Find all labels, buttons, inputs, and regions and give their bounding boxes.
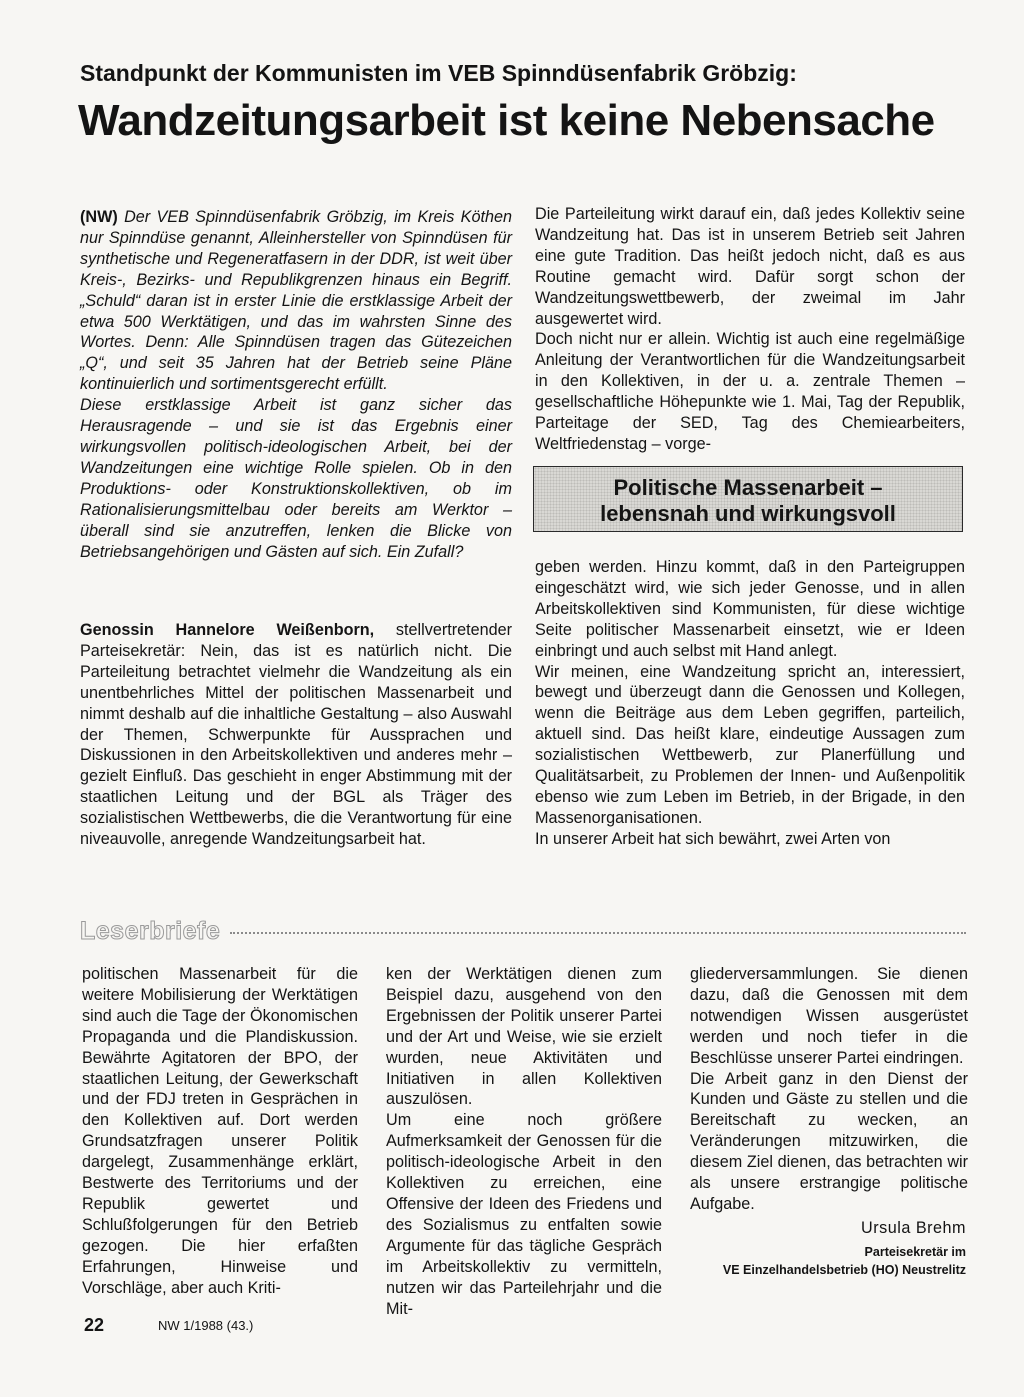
speaker-text: stellvertretender Parteisekretär: Nein, das ist es natürlich nicht. Die Parteileitung betrachtet vielmehr die Wandzeitung als ein unentbehrliches Mittel der politischen Massenarbeit und nimmt deshalb auf die inhaltliche Gestaltung – also Auswahl der Themen, Schwerpunkte für Aussprachen und Diskussionen in den Arbeitskollektiven und anderes mehr – gezielt Einfluß. Das geschieht in enger Abstimmung mit der staatlichen Leitung und der BGL als Träger des sozialistischen Wettbewerbs, die die Verantwortung für eine niveauvolle, anregende Wandzeitungsarbeit hat. <box>80 621 512 849</box>
lead-tag: (NW) <box>80 208 118 226</box>
article-column-2-top <box>535 204 965 455</box>
col2-paragraph-1: Die Parteileitung wirkt darauf ein, daß jedes Kollektiv seine Wandzeitung hat. Das ist in unserem Betrieb seit Jahren eine gute Tradition. Das heißt jedoch nicht, daß es aus Routine gemacht wird. Dafür sorgt schon der Wandzeitungswettbewerb, der zweimal im Jahr ausgewertet wird. <box>535 205 965 328</box>
letter-col1-paragraph: politischen Massenarbeit für die weitere Mobilisierung der Werktätigen sind auch die Tage der Ökonomischen Propaganda und die Plandiskussion. Bewährte Agitatoren der BPO, der staatlichen Leitung, der Gewerkschaft und der FDJ treten in Gesprächen in den Kollektiven auf. Dort werden Grundsatzfragen unserer Politik dargelegt, Zusammenhänge erklärt, Bestwerte des Territoriums und der Republik gewertet und Schlußfolgerungen für den Betrieb gezogen. Die hier erfaßten Erfahrungen, Hinweise und Vorschläge, aber auch Kriti- <box>82 965 358 1297</box>
signature-role-line-2: VE Einzelhandelsbetrieb (HO) Neustrelitz <box>722 1263 966 1277</box>
col2-paragraph-4: Wir meinen, eine Wandzeitung spricht an, interessiert, bewegt und überzeugt dann die Genossen und Kollegen, wenn die Beiträge aus dem Leben gegriffen, parteilich, aktuell sind. Das heißt klare, eindeutige Aussagen zum sozialistischen Wettbewerb, zur Planerfüllung und Qualitätsarbeit, zu Problemen der Innen- und Außenpolitik ebenso wie zum Leben im Betrieb, in der Brigade, in den Massenorganisationen. <box>535 662 965 827</box>
subheading-box <box>533 466 963 532</box>
letter-column-1 <box>82 964 358 1299</box>
lead-paragraph-2: Diese erstklassige Arbeit ist ganz sicher das Herausragende – und sie ist das Ergebnis einer wirkungsvollen politisch-ideologischen Arbeit, bei der Wandzeitungen eine wichtige Rolle spielen. Ob in den Produktions- oder Konstruktionskollektiven, ob im Rationalisierungsmittelbau oder bereits am Werktor – überall sind sie anzutreffen, lenken die Blicke von Betriebsangehörigen und Gästen auf sich. Ein Zufall? <box>80 396 512 561</box>
article-column-2-bottom <box>535 557 965 850</box>
lead-paragraph <box>80 207 512 395</box>
interview-paragraph <box>80 620 512 850</box>
article-column-1-lead <box>80 207 512 562</box>
letter-column-2 <box>386 964 662 1319</box>
col2-paragraph-3: geben werden. Hinzu kommt, daß in den Parteigruppen eingeschätzt wird, wie sich jeder Genosse, und in allen Arbeitskollektiven sind Kommunisten, für diese wichtige Seite politischer Massenarbeit einsetzt, wie er Ideen einbringt und auch selbst mit Hand anlegt. <box>535 558 965 660</box>
signature-name: Ursula Brehm <box>861 1219 966 1237</box>
letters-section-label: Leserbriefe <box>80 917 221 945</box>
letter-col2-paragraph-1: ken der Werktätigen dienen zum Beispiel dazu, ausgehend von den Ergebnissen der Politik unserer Partei und der Art und Weise, wie sie erzielt wurden, neue Aktivitäten und Initiativen in allen Kollektiven auszulösen. <box>386 965 662 1109</box>
signature-role-line-1: Parteisekretär im <box>864 1245 966 1259</box>
section-divider <box>230 932 966 936</box>
col2-paragraph-5: In unserer Arbeit hat sich bewährt, zwei Arten von <box>535 829 891 848</box>
letters-section-header <box>80 917 966 947</box>
article-headline: Wandzeitungsarbeit ist keine Nebensache <box>78 96 935 145</box>
letter-col3-paragraph-2: Die Arbeit ganz in den Dienst der Kunden und Gäste zu stellen und die Bereitschaft zu wecken, an Veränderungen mitzuwirken, die diesem Ziel dienen, das betrachten wir als unsere erstrangige politische Aufgabe. <box>690 1069 968 1213</box>
article-kicker: Standpunkt der Kommunisten im VEB Spinndüsenfabrik Gröbzig: <box>80 60 797 86</box>
article-column-1-interview <box>80 620 512 850</box>
signature-role <box>650 1243 966 1279</box>
issue-reference: NW 1/1988 (43.) <box>158 1318 254 1333</box>
letter-column-3 <box>690 964 968 1215</box>
letter-col2-paragraph-2: Um eine noch größere Aufmerksamkeit der Genossen für die politisch-ideologische Arbeit in den Kollektiven zu erreichen, eine Offensive der Ideen des Friedens und des Sozialismus zu entfalten sowie Argumente für das tägliche Gespräch im Arbeitskollektiv zu vermitteln, nutzen wir das Parteilehrjahr und die Mit- <box>386 1111 662 1318</box>
lead-text: Der VEB Spinndüsenfabrik Gröbzig, im Kreis Köthen nur Spinndüse genannt, Alleinhersteller von Spinndüsen für synthetische und Regeneratfasern in der DDR, ist weit über Kreis-, Bezirks- und Republikgrenzen hinaus ein Begriff. „Schuld“ daran ist in erster Linie die erstklassige Arbeit der etwa 500 Werktätigen, und das im wahrsten Sinne des Wortes. Denn: Alle Spinndüsen tragen das Gütezeichen „Q“, und seit 35 Jahren hat der Betrieb seine Pläne kontinuierlich und sortimentsgerecht erfüllt. <box>80 208 512 394</box>
page-number: 22 <box>84 1315 105 1335</box>
col2-paragraph-2: Doch nicht nur er allein. Wichtig ist auch eine regelmäßige Anleitung der Verantwortlichen für die Wandzeitungsarbeit in den Kollektiven, in der u. a. zentrale Themen – gesellschaftliche Höhepunkte wie 1. Mai, Tag der Republik, Parteitage der SED, Tag des Chemiearbeiters, Weltfriedenstag – vorge- <box>535 330 965 453</box>
speaker-name: Genossin Hannelore Weißenborn, <box>80 621 375 639</box>
subheading-line-1: Politische Massenarbeit – <box>613 475 883 500</box>
letter-col3-paragraph-1: gliederversammlungen. Sie dienen dazu, daß die Genossen mit dem notwendigen Wissen ausgerüstet werden und noch tiefer in die Beschlüsse unserer Partei eindringen. <box>690 965 968 1067</box>
subheading-line-2: lebensnah und wirkungsvoll <box>600 501 896 526</box>
